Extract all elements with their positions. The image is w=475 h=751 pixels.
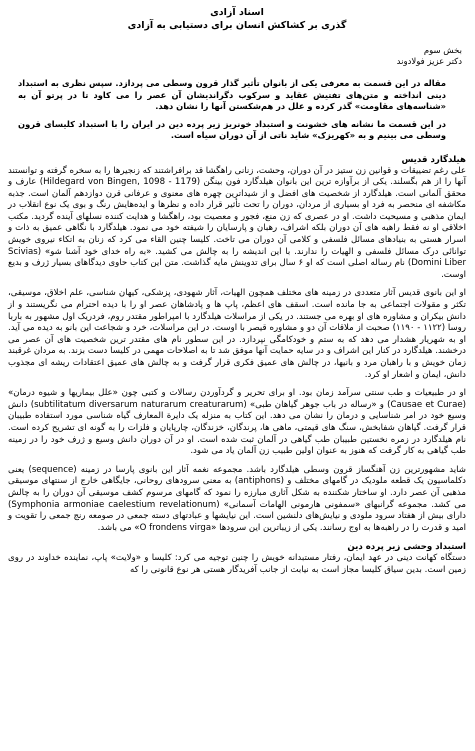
section-heading-hildegard: هیلدگارد قدیس — [401, 154, 466, 165]
abstract-paragraph: در این قسمت ما نشانه های خشونت و استبداد خونریز زیر پرده دین در ایران را با استبداد کلیسای قرون وسطی می بینیم و به «کهریزک» شاید ناتی از آن دوران سیاه است. — [18, 118, 446, 140]
series-label: اسناد آزادی — [210, 7, 264, 18]
document-page — [8, 6, 466, 584]
article-title: گذری بر کشاکش انسان برای دستیابی به آزادی — [127, 20, 347, 31]
abstract-paragraph: مقاله در این قسمت به معرفی یکی از بانوان تأثیر گذار قرون وسطی می پردازد. سپس نظری به استبداد دینی انداخته و متن‌های تفتیش عقاید و سرکوب دگراندیشان آن عصر را می کاود تا در پرتو آن به «شناسه‌های مقاومت» گذر کرده و علل در هم‌شکستن آنها را نشان دهد. — [18, 78, 446, 111]
body-paragraph: او در طبیعیات و طب سنتی سرآمد زمان بود. او برای تحریر و گردآوردن رسالات و کتبی چون «علل بیماریها و شیوه درمان» (Causae et Curae) و «رساله در باب جوهر گیاهان طبی» (subtilitatum diversarum naturarum creaturarum) دانش وسیع خود در امر شناسایی و درمان را نشان می دهد. این کتاب به منزله یک دایرة المعارف گیاه شناسی مورد استفاده طبیبان قرار گرفت. گیاهان شفابخش، سنگ های قیمتی، ماهی ها، پرندگان، خزندگان، چارپایان و فلزات را به گونه ای تشریح کرده است. نام هیلدگارد در زمره نخستین طبیبان طب گیاهی در آلمان ثبت شده است. او در آن دوران دانش وسیع و ژرف خود را در زمینه طب گیاهی به کار گرفت که هنوز به عنوان اولین طبیب زن آلمان یاد می شود. — [8, 388, 467, 457]
section-heading-religious-despotism: استبداد وحشی زیر پرده دین — [347, 542, 466, 553]
body-paragraph: علی رغم تضییقات و قوانین زن ستیز در آن دوران، وحشت، زنانی راهگشا قد برافراشتند که زنجیرها را به سخره گرفته و توانستند آنها را از هم بگسلند. یکی از برآوازه ترین این بانوان هیلدگارد فون بینگن (Hildegard von Bingen, 1098 - 1179) عارف و محقق آلمانی است. هیلدگارد از شخصیت های افضل و از شیداترین چهره های معنوی و عرفانی قرن دوازدهم آلمان است. جذبه مکاشفه ای منحصر به فرد او بسیاری از مردان، دوران را تحت تأثیر قرار داده و نظرها و ایده‌هایش رنگ و بوی یک نوع انقلاب در ایمان مذهبی و مسیحیت داشت. او در عصری که زن منع، فجور و معصیت بود، راهگشا و هدایت کننده نسلهای آینده گردید. مکتب اخلاقی او نه فقط راهبه های آن دوران بلکه اشراف، رهبان و پارسایان را شیفته خود می نمود. هیلدگارد با نگاهی عمیق به ذات و اسرار هستی به بنیادهای مسائل فلسفی و کلامی آن دوران می تاخت. کلیسا چنین القاء می کرد که زنان به اتکاء نیروی خویش توانائی درک مسائل فلسفی و الهیات را ندارند. با این اندیشه را به چالش می کشید. «به راه خدای خود آشنا شو» (Scivias Domini Liber) نام رساله اصلی است که او ۶ سال برای تدوینش مایه گذاشت. متن این کتاب حاوی دیدگاهای بسیار ژرف و بدیع اوست. — [8, 165, 466, 280]
part-label: بخش سوم — [423, 46, 462, 56]
author-name: دکتر عزیز فولادوند — [396, 57, 462, 67]
body-paragraph: او این بانوی قدیس آثار متعددی در زمینه های مختلف همچون الهیات، آثار شهودی، پزشکی، کیهان شناسی، علم اخلاق، موسیقی، تکثر و مقولات اجتماعی به جا مانده است. اسقف های اعظم، پاپ ها و پادشاهان عصر او را با دیده احترام می نگریستند و از دانش بیکران و مشاوره های او بهره می جستند. در یکی از مراسلات هیلدگارد با امپراطور مقتدر روم، فردریک اول مشهور به باربا روسا (۱۱۲۲ - ۱۱۹۰) صحبت از ملاقات آن دو و مشاوره قیصر با اوست. در این مراسلات، خرد و شجاعت این بانو به دیده می آید. او به شهریار هشدار می دهد که به ستم و خودکامگی نپردازد. در این سطور نام های مقتدر ترین شخصیت های آن عصر می درخشند. هیلدگارد در کنار این اشراف و در سایه حمایت آنها موفق شد تا به اصلاحات مهمی در کلیسا دست بزند. به مردان غرقبند زمان خویش و با راهبان مرد و بانیها، در چالش های عمیق فکری قرار گرفت و به چالش های عمیق اعتقادات ریشه ای مجذوب دانش، ایمان و اشعار او کرد. — [8, 288, 466, 380]
body-paragraph: شاید مشهورترین زن آهنگساز قرون وسطی هیلدگارد باشد. مجموعه نغمه آثار این بانوی پارسا در زمینه (sequence) یعنی دکلماسیون یک قطعه ملودیک در گامهای مختلف و (antiphons) به معنی سرودهای روحانی، جایگاهی خارج از سنتهای موسیقی مذهبی آن عصر دارد. او ساختار شکننده به شکل آثاری مبارزه را نمود که گامهای مرسوم کشف موسیقی آن دوران را به چالش می کشد. مجموعه گرانبهای «سمفونی هارمونی الهامات آسمانی» (Symphonia armoniae caelestium revelationum) دارای بیش از هفتاد سرود ملودی و نیایش‌های دلنشین است. این نیایشها و عبادتهای دسته جمعی در صومعه رنج جمعی را تقویت و امید و قدرت را در راهبه‌ها به اوج رسانند. یکی از زیباترین این سرودها «O frondens virga» می باشد. — [8, 464, 466, 533]
body-paragraph: دستگاه کهانت دینی در عهد ایمان، رفتار مستبدانه خویش را چنین توجیه می کرد: کلیسا و «ولایت» پاپ، نماینده خداوند در روی زمین است. بدین سیاق کلیسا مجاز است به نیابت از جانب آفریدگار هستی هر نوع قانونی را که — [8, 553, 466, 575]
